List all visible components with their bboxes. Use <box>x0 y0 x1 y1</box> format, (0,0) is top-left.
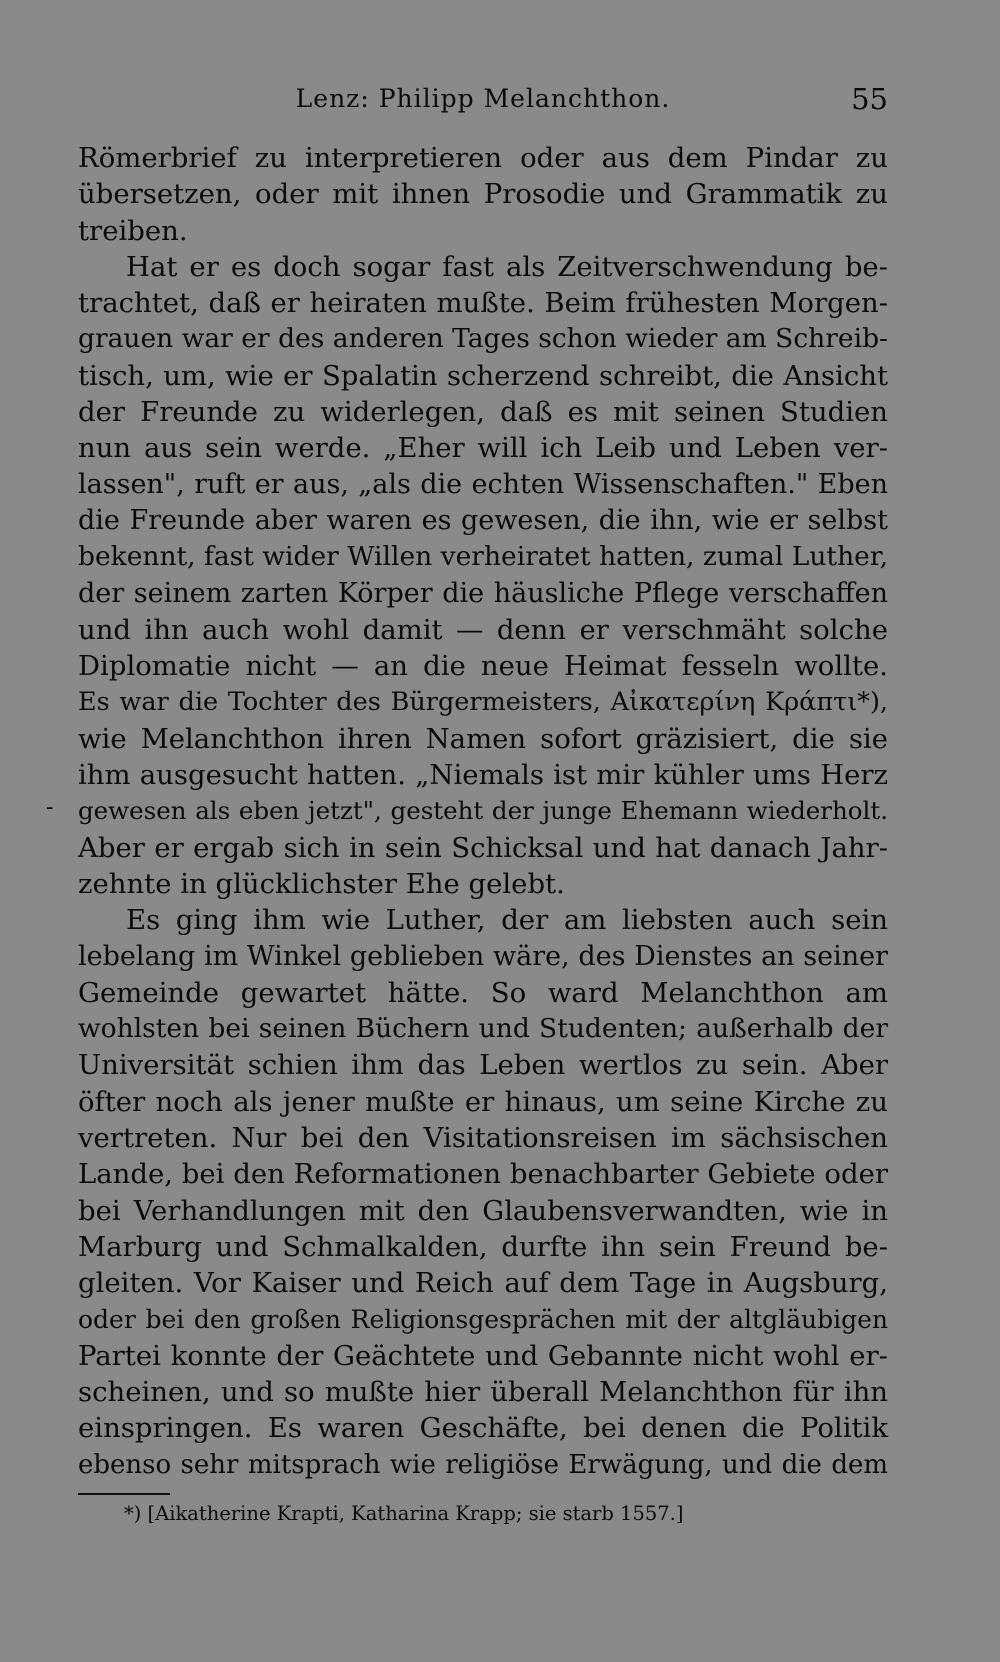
text-line: der seinem zarten Körper die häusliche Pflege verschaffen <box>78 577 888 609</box>
text-line: Marburg und Schmalkalden, durfte ihn sein Freund be- <box>78 1230 888 1263</box>
running-title: Lenz: Philipp Melanchthon. <box>295 84 671 113</box>
footnote-rule <box>78 1493 170 1495</box>
text-line: und ihn auch wohl damit — denn er verschmäht solche <box>78 613 888 646</box>
text-line: bekennt, fast wider Willen verheiratet hatten, zumal Luther, <box>78 541 888 573</box>
text-line: oder bei den großen Religionsgesprächen mit der altgläubigen <box>78 1304 888 1334</box>
text-line: scheinen, und so mußte hier überall Melanchthon für ihn <box>78 1376 888 1409</box>
text-line: Lande, bei den Reformationen benachbarter Gebiete oder <box>78 1158 888 1191</box>
text-line: Es ging ihm wie Luther, der am liebsten auch sein <box>126 904 888 937</box>
text-line: Partei konnte der Geächtete und Gebannte nicht wohl er- <box>78 1339 888 1372</box>
text-line: bei Verhandlungen mit den Glaubensverwandten, wie in <box>78 1194 888 1227</box>
margin-mark: - <box>46 795 54 820</box>
text-line: einspringen. Es waren Geschäfte, bei denen die Politik <box>78 1412 888 1445</box>
text-line: Universität schien ihm das Leben wertlos zu sein. Aber <box>78 1049 888 1082</box>
text-line: Es war die Tochter des Bürgermeisters, Αἰκατερίνη Κράπτι*), <box>78 687 888 718</box>
text-line: treiben. <box>78 214 188 247</box>
paragraph <box>78 902 888 1483</box>
text-line: wohlsten bei seinen Büchern und Studenten; außerhalb der <box>78 1013 888 1045</box>
text-line: ihm ausgesucht hatten. „Niemals ist mir kühler ums Herz <box>78 759 888 792</box>
text-line: gewesen als eben jetzt", gesteht der junge Ehemann wiederholt. <box>78 796 888 826</box>
text-line: öfter noch als jener mußte er hinaus, um seine Kirche zu <box>78 1085 888 1118</box>
text-line: tisch, um, wie er Spalatin scherzend schreibt, die Ansicht <box>78 359 888 392</box>
text-line: der Freunde zu widerlegen, daß es mit seinen Studien <box>78 396 888 429</box>
footnote: *) [Aikatherine Krapti, Katharina Krapp; sie starb 1557.] <box>124 1501 684 1525</box>
text-line: lassen", ruft er aus, „als die echten Wissenschaften." Eben <box>78 468 888 500</box>
paragraph <box>78 249 888 902</box>
text-line: Aber er ergab sich in sein Schicksal und hat danach Jahr- <box>78 831 888 864</box>
body-text <box>78 140 888 1483</box>
text-line: Diplomatie nicht — an die neue Heimat fesseln wollte. <box>78 650 888 683</box>
book-page <box>78 78 888 1529</box>
text-line: vertreten. Nur bei den Visitationsreisen im sächsischen <box>78 1122 888 1155</box>
text-line: nun aus sein werde. „Eher will ich Leib und Leben ver- <box>78 432 888 465</box>
text-line: wie Melanchthon ihren Namen sofort gräzisiert, die sie <box>78 722 888 755</box>
text-line: zehnte in glücklichster Ehe gelebt. <box>78 867 565 900</box>
text-line: ebenso sehr mitsprach wie religiöse Erwägung, und die dem <box>78 1449 888 1480</box>
text-line: Hat er es doch sogar fast als Zeitverschwendung be- <box>126 250 888 283</box>
page-number: 55 <box>851 82 888 116</box>
text-line: lebelang im Winkel geblieben wäre, des Dienstes an seiner <box>78 940 888 972</box>
page-header <box>78 78 888 128</box>
text-line: Gemeinde gewartet hätte. So ward Melanchthon am <box>78 976 888 1009</box>
text-line: grauen war er des anderen Tages schon wieder am Schreib- <box>78 323 888 355</box>
text-line: die Freunde aber waren es gewesen, die ihn, wie er selbst <box>78 504 888 536</box>
text-line: gleiten. Vor Kaiser und Reich auf dem Tage in Augsburg, <box>78 1267 888 1300</box>
paragraph <box>78 140 888 249</box>
text-line: übersetzen, oder mit ihnen Prosodie und Grammatik zu <box>78 178 888 211</box>
text-line: trachtet, daß er heiraten mußte. Beim frühesten Morgen- <box>78 287 888 320</box>
text-line: Römerbrief zu interpretieren oder aus dem Pindar zu <box>78 142 888 174</box>
